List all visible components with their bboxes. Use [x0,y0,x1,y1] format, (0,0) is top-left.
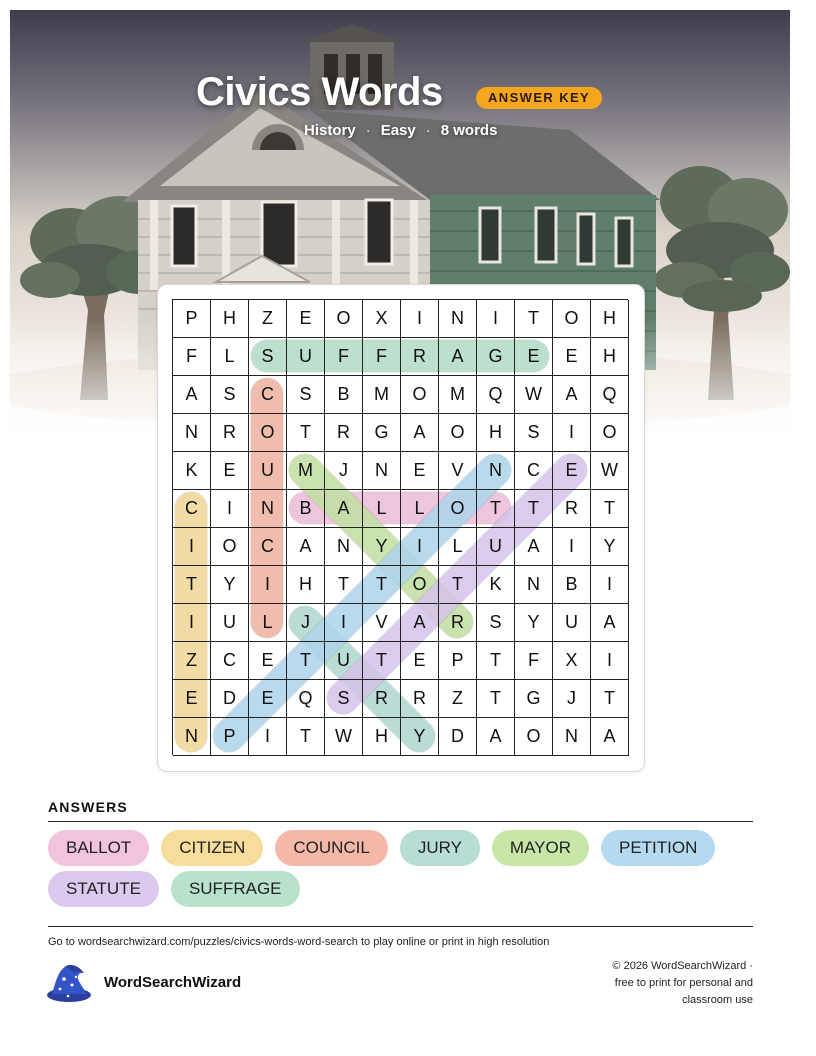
grid-cell[interactable]: O [439,490,477,528]
grid-cell[interactable]: I [401,300,439,338]
grid-cell[interactable]: K [173,452,211,490]
answer-suffrage[interactable]: SUFFRAGE [171,871,300,907]
grid-cell[interactable]: P [173,300,211,338]
grid-cell[interactable]: L [249,604,287,642]
grid-cell[interactable]: E [553,338,591,376]
copyright-line: © 2026 WordSearchWizard · [612,960,753,972]
grid-cell[interactable]: I [211,490,249,528]
answer-ballot[interactable]: BALLOT [48,830,149,866]
grid-cell[interactable]: T [287,718,325,756]
grid-cell[interactable]: E [553,452,591,490]
answer-jury[interactable]: JURY [400,830,480,866]
word-count-label: 8 words [440,122,498,139]
grid-cell[interactable]: I [249,718,287,756]
grid-cell[interactable]: Y [363,528,401,566]
grid-cell[interactable]: O [401,376,439,414]
grid-cell[interactable]: Z [249,300,287,338]
answer-citizen[interactable]: CITIZEN [161,830,263,866]
grid-cell[interactable]: F [515,642,553,680]
grid-cell[interactable]: T [477,490,515,528]
grid-cell[interactable]: C [249,528,287,566]
brand-name: WordSearchWizard [104,974,242,991]
grid-cell[interactable]: A [325,490,363,528]
grid-cell[interactable]: H [211,300,249,338]
grid-cell[interactable]: V [363,604,401,642]
grid-cell[interactable]: I [173,604,211,642]
grid-cell[interactable]: C [173,490,211,528]
grid-cell[interactable]: S [211,376,249,414]
grid-cell[interactable]: G [477,338,515,376]
grid-cell[interactable]: L [439,528,477,566]
grid-cell[interactable]: B [553,566,591,604]
grid-cell[interactable]: Z [439,680,477,718]
grid-cell[interactable]: T [287,642,325,680]
grid-cell[interactable]: W [591,452,629,490]
grid-cell[interactable]: E [515,338,553,376]
grid-cell[interactable]: T [287,414,325,452]
grid-cell[interactable]: U [211,604,249,642]
grid-cell[interactable]: T [515,300,553,338]
grid-cell[interactable]: P [439,642,477,680]
grid-cell[interactable]: A [515,528,553,566]
grid-cell[interactable]: A [439,338,477,376]
answers-heading: ANSWERS [48,799,128,815]
meta-separator: · [425,122,431,139]
answer-list [48,830,758,907]
grid-cell[interactable]: S [287,376,325,414]
grid-cell[interactable]: I [591,642,629,680]
grid-cell[interactable]: K [477,566,515,604]
grid-cell[interactable]: H [363,718,401,756]
answer-council[interactable]: COUNCIL [275,830,388,866]
grid-cell[interactable]: Y [515,604,553,642]
grid-cell[interactable]: A [173,376,211,414]
grid-cell[interactable]: E [249,680,287,718]
grid-cell[interactable]: H [591,300,629,338]
grid-cell[interactable]: B [325,376,363,414]
grid-cell[interactable]: T [477,680,515,718]
puzzle-area [172,299,628,755]
meta-separator: · [365,122,371,139]
grid-cell[interactable]: T [363,566,401,604]
grid-cell[interactable]: O [591,414,629,452]
grid-cell[interactable]: U [249,452,287,490]
grid-cell[interactable]: D [211,680,249,718]
copyright-line: classroom use [682,994,753,1006]
grid-cell[interactable]: S [325,680,363,718]
grid-cell[interactable]: I [553,414,591,452]
grid-cell[interactable]: J [325,452,363,490]
grid-cell[interactable]: R [439,604,477,642]
grid-cell[interactable]: T [515,490,553,528]
grid-cell[interactable]: B [287,490,325,528]
grid-cell[interactable]: G [363,414,401,452]
grid-cell[interactable]: E [401,642,439,680]
grid-cell[interactable]: E [287,300,325,338]
letter-grid [172,299,628,755]
grid-cell[interactable]: Z [173,642,211,680]
copyright [553,958,753,1009]
grid-cell[interactable]: T [439,566,477,604]
grid-cell[interactable]: E [173,680,211,718]
answer-statute[interactable]: STATUTE [48,871,159,907]
grid-cell[interactable]: U [477,528,515,566]
grid-cell[interactable]: Q [287,680,325,718]
grid-cell[interactable]: N [249,490,287,528]
divider [48,821,753,822]
grid-cell[interactable]: O [515,718,553,756]
grid-cell[interactable]: H [287,566,325,604]
grid-cell[interactable]: T [591,490,629,528]
grid-cell[interactable]: M [363,376,401,414]
grid-cell[interactable]: T [325,566,363,604]
grid-cell[interactable]: W [515,376,553,414]
grid-cell[interactable]: C [249,376,287,414]
grid-cell[interactable]: N [173,414,211,452]
wizard-hat-icon [46,963,92,1003]
grid-cell[interactable]: A [401,414,439,452]
grid-cell[interactable]: C [515,452,553,490]
grid-cell[interactable]: L [363,490,401,528]
grid-cell[interactable]: O [249,414,287,452]
grid-cell[interactable]: N [477,452,515,490]
grid-cell[interactable]: O [439,414,477,452]
grid-cell[interactable]: P [211,718,249,756]
grid-cell[interactable]: R [553,490,591,528]
grid-cell[interactable]: E [211,452,249,490]
grid-cell[interactable]: R [401,680,439,718]
grid-cell[interactable]: R [401,338,439,376]
grid-cell[interactable]: U [553,604,591,642]
grid-cell[interactable]: I [249,566,287,604]
grid-cell[interactable]: G [515,680,553,718]
grid-cell[interactable]: S [249,338,287,376]
grid-cell[interactable]: H [477,414,515,452]
grid-cell[interactable]: S [515,414,553,452]
grid-cell[interactable]: T [477,642,515,680]
grid-cell[interactable]: O [401,566,439,604]
grid-cell[interactable]: I [325,604,363,642]
grid-cell[interactable]: Q [591,376,629,414]
page-title: Civics Words [196,70,443,114]
grid-cell[interactable]: N [515,566,553,604]
grid-cell[interactable]: U [325,642,363,680]
grid-cell[interactable]: N [553,718,591,756]
grid-cell[interactable]: I [553,528,591,566]
grid-cell[interactable]: D [439,718,477,756]
grid-cell[interactable]: L [401,490,439,528]
grid-cell[interactable]: A [553,376,591,414]
grid-cell[interactable]: Y [211,566,249,604]
grid-cell[interactable]: A [477,718,515,756]
grid-cell[interactable]: A [591,718,629,756]
grid-cell[interactable]: A [591,604,629,642]
grid-cell[interactable]: T [173,566,211,604]
grid-cell[interactable]: V [439,452,477,490]
grid-cell[interactable]: R [363,680,401,718]
answer-mayor[interactable]: MAYOR [492,830,589,866]
grid-cell[interactable]: U [287,338,325,376]
grid-cell[interactable]: L [211,338,249,376]
grid-cell[interactable]: F [325,338,363,376]
grid-cell[interactable]: Y [401,718,439,756]
grid-cell[interactable]: C [211,642,249,680]
grid-cell[interactable]: A [287,528,325,566]
copyright-line: free to print for personal and [614,977,753,989]
grid-cell[interactable]: M [287,452,325,490]
grid-cell[interactable]: E [249,642,287,680]
grid-cell[interactable]: T [363,642,401,680]
grid-cell[interactable]: H [591,338,629,376]
divider [48,926,753,927]
grid-cell[interactable]: O [325,300,363,338]
grid-cell[interactable]: X [363,300,401,338]
grid-cell[interactable]: E [401,452,439,490]
grid-cell[interactable]: I [591,566,629,604]
grid-cell[interactable]: N [363,452,401,490]
grid-cell[interactable]: I [173,528,211,566]
puzzle-meta [304,122,497,139]
grid-cell[interactable]: N [173,718,211,756]
grid-cell[interactable]: F [173,338,211,376]
grid-cell[interactable]: F [363,338,401,376]
category-label: History [304,122,356,139]
grid-cell[interactable]: S [477,604,515,642]
grid-cell[interactable]: M [439,376,477,414]
grid-cell[interactable]: W [325,718,363,756]
footer-note: Go to wordsearchwizard.com/puzzles/civics-words-word-search to play online or print in high resolution [48,936,550,948]
grid-cell[interactable]: J [287,604,325,642]
grid-cell[interactable]: Y [591,528,629,566]
grid-cell[interactable]: A [401,604,439,642]
difficulty-label: Easy [380,122,416,139]
answer-petition[interactable]: PETITION [601,830,715,866]
grid-cell[interactable]: N [325,528,363,566]
grid-cell[interactable]: I [477,300,515,338]
grid-cell[interactable]: Q [477,376,515,414]
grid-cell[interactable]: X [553,642,591,680]
grid-cell[interactable]: R [211,414,249,452]
grid-cell[interactable]: I [401,528,439,566]
grid-cell[interactable]: R [325,414,363,452]
grid-cell[interactable]: T [591,680,629,718]
answer-key-badge: ANSWER KEY [476,87,602,109]
grid-cell[interactable]: J [553,680,591,718]
grid-cell[interactable]: O [553,300,591,338]
grid-cell[interactable]: O [211,528,249,566]
grid-cell[interactable]: N [439,300,477,338]
